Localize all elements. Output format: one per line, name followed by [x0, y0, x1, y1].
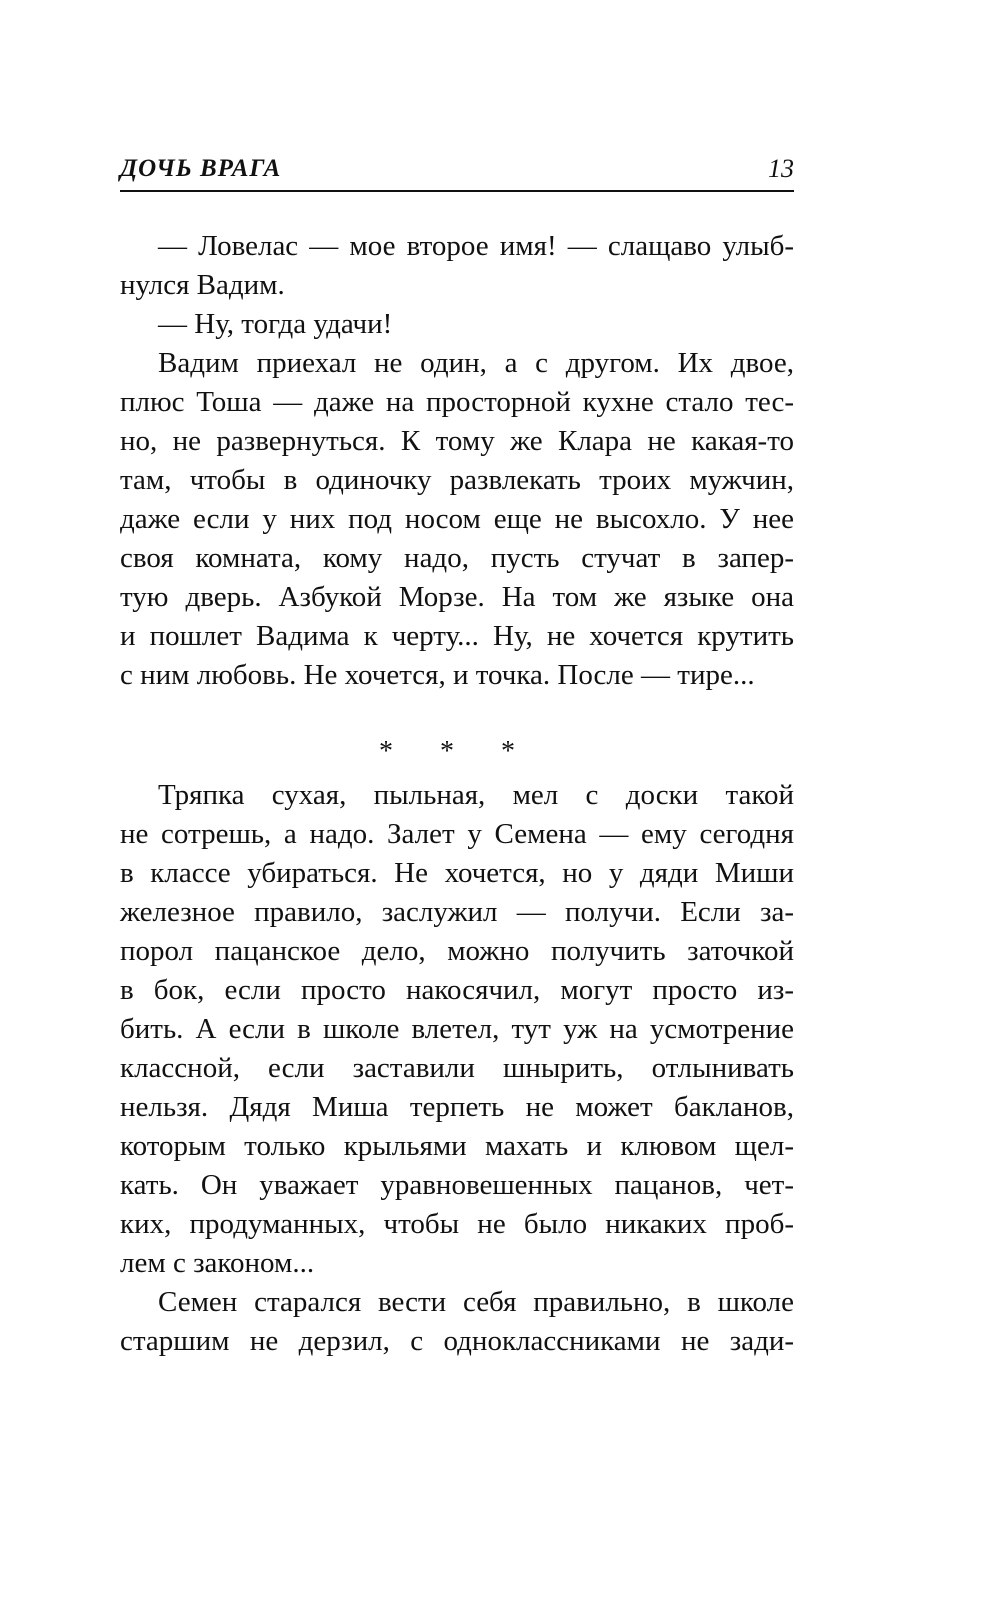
- text-line: Вадим приехал не один, а с другом. Их двое,: [158, 347, 794, 379]
- book-title: ДОЧЬ ВРАГА: [120, 155, 282, 182]
- text-line: которым только крыльями махать и клювом щел-: [120, 1130, 794, 1162]
- text-line: железное правило, заслужил — получи. Если за-: [120, 896, 794, 928]
- text-line: — Ловелас — мое второе имя! — слащаво улыб-: [158, 230, 794, 262]
- text-line: с ним любовь. Не хочется, и точка. После — тире...: [120, 659, 755, 691]
- text-line: порол пацанское дело, можно получить заточкой: [120, 935, 794, 967]
- text-line: своя комната, кому надо, пусть стучат в запер-: [120, 542, 794, 574]
- page-number: 13: [768, 154, 794, 183]
- text-line: в классе убираться. Не хочется, но у дяди Миши: [120, 857, 794, 889]
- text-line: бить. А если в школе влетел, тут уж на усмотрение: [120, 1013, 794, 1045]
- text-line: нельзя. Дядя Миша терпеть не может бакланов,: [120, 1091, 794, 1123]
- text-line: в бок, если просто накосячил, могут просто из-: [120, 974, 794, 1006]
- text-line: там, чтобы в одиночку развлекать троих мужчин,: [120, 464, 794, 496]
- text-line: даже если у них под носом еще не высохло. У нее: [120, 503, 794, 535]
- text-line: нулся Вадим.: [120, 269, 285, 301]
- text-line: Тряпка сухая, пыльная, мел с доски такой: [158, 779, 794, 811]
- running-header: [120, 152, 794, 192]
- text-line: классной, если заставили шнырить, отлынивать: [120, 1052, 794, 1084]
- text-line: плюс Тоша — даже на просторной кухне стало тес-: [120, 386, 794, 418]
- text-line: лем с законом...: [120, 1247, 315, 1279]
- text-line: Семен старался вести себя правильно, в школе: [158, 1286, 794, 1318]
- text-line: кать. Он уважает уравновешенных пацанов, чет-: [120, 1169, 794, 1201]
- scene-break: * * *: [379, 736, 535, 767]
- header-rule: [120, 190, 794, 192]
- text-line: ких, продуманных, чтобы не было никаких проб-: [120, 1208, 794, 1240]
- text-line: тую дверь. Азбукой Морзе. На том же языке она: [120, 581, 794, 613]
- text-line: — Ну, тогда удачи!: [158, 308, 393, 340]
- text-line: старшим не дерзил, с одноклассниками не зади-: [120, 1325, 794, 1357]
- text-line: но, не развернуться. К тому же Клара не какая-то: [120, 425, 794, 457]
- text-line: не сотрешь, а надо. Залет у Семена — ему сегодня: [120, 818, 794, 850]
- text-line: и пошлет Вадима к черту... Ну, не хочется крутить: [120, 620, 794, 652]
